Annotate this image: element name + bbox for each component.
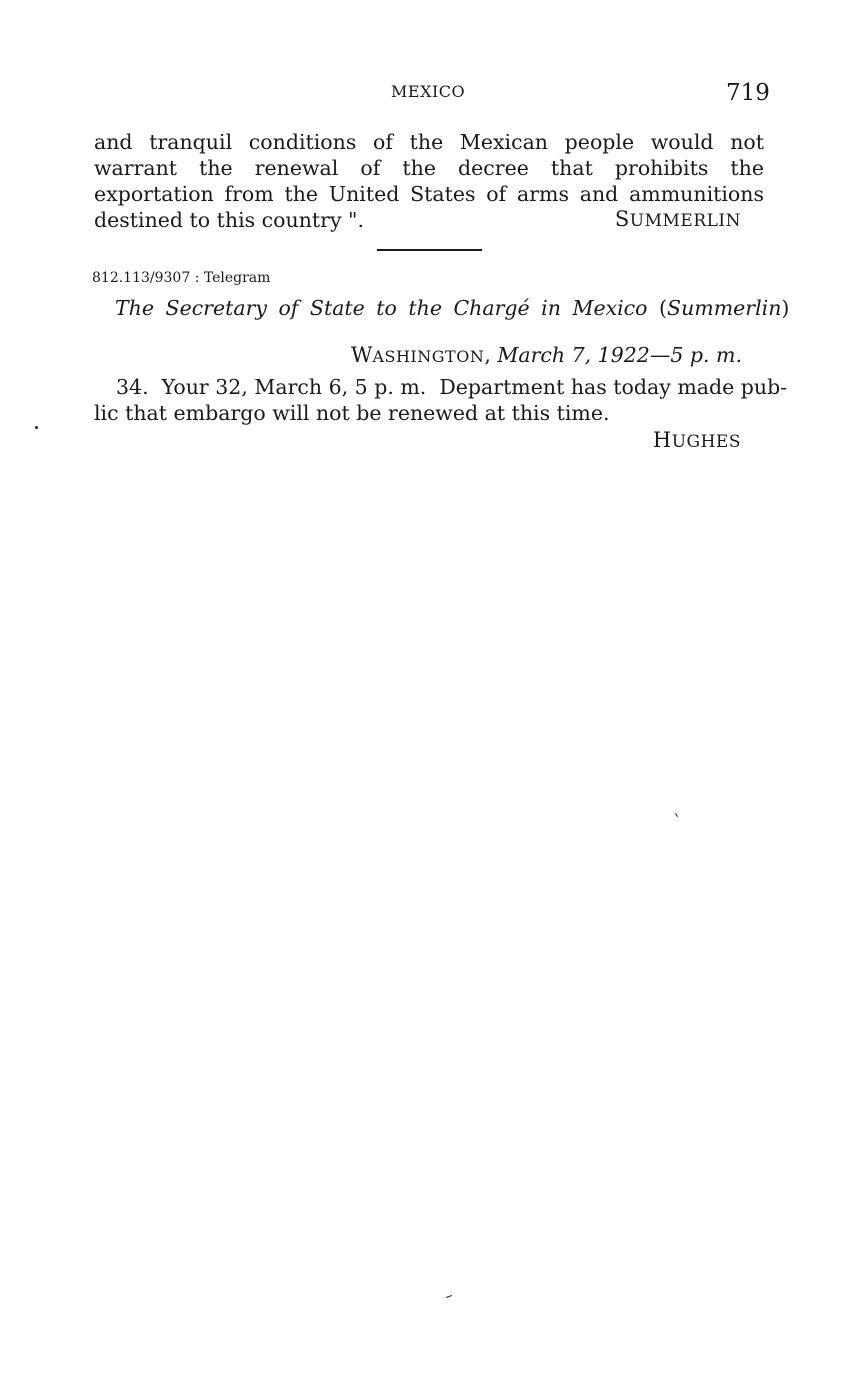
signature-hughes — [653, 428, 741, 452]
dateline-comma: , — [484, 343, 498, 367]
telegram-body — [94, 374, 788, 426]
heading-paren-open: ( — [659, 296, 668, 320]
dateline-place-rest: ASHINGTON — [372, 347, 485, 366]
heading-paren-close: ) — [781, 296, 790, 320]
signature-rest: UGHES — [671, 432, 741, 452]
section-divider — [377, 249, 482, 251]
continuation-paragraph: and tranquil conditions of the Mexican people would not warrant the renewal of the decree that prohibits the exportation from the United States of arms and ammunitions destined to this country ". — [94, 130, 764, 232]
dateline — [351, 343, 742, 367]
running-head — [0, 80, 853, 110]
dateline-place-initial: W — [350, 343, 373, 367]
signature-initial: S — [614, 207, 630, 231]
scan-speck — [35, 426, 38, 429]
document-heading — [115, 296, 789, 320]
heading-text: The Secretary of State to the Chargé in Mexico — [115, 296, 660, 320]
signature-rest: UMMERLIN — [629, 211, 741, 231]
dateline-date: March 7, 1922—5 p. m. — [497, 343, 742, 367]
heading-recipient: Summerlin — [667, 296, 782, 320]
telegram-body-line-1: 34. Your 32, March 6, 5 p. m. Department has today made pub- — [116, 375, 788, 399]
file-reference: 812.113/9307 : Telegram — [92, 270, 271, 286]
signature-initial: H — [652, 428, 672, 452]
telegram-body-line-2: lic that embargo will not be renewed at this time. — [94, 401, 610, 425]
scan-speck — [446, 1295, 452, 1298]
signature-summerlin — [615, 207, 741, 231]
page-number: 719 — [726, 80, 770, 106]
running-title: MEXICO — [391, 82, 466, 101]
scan-speck — [675, 813, 678, 817]
